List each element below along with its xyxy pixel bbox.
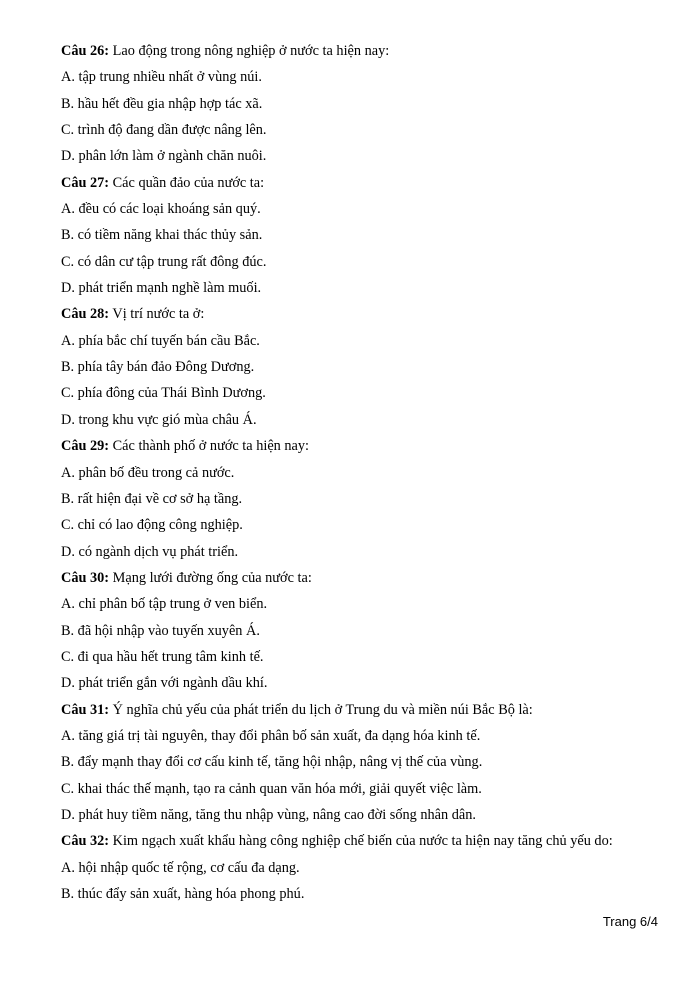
question-29 — [61, 433, 691, 565]
answer-option-b: B. rất hiện đại về cơ sở hạ tầng. — [61, 490, 243, 507]
question-28 — [61, 301, 691, 433]
question-26 — [61, 38, 691, 170]
question-number: Câu 29: — [61, 438, 110, 455]
answer-option-d: D. phát triển mạnh nghề làm muối. — [61, 280, 262, 297]
answer-option-a: A. chỉ phân bố tập trung ở ven biển. — [61, 596, 268, 613]
question-32 — [61, 828, 691, 907]
answer-option-d: D. có ngành dịch vụ phát triển. — [61, 543, 239, 560]
question-text: Ý nghĩa chủ yếu của phát triển du lịch ở Trung du và miền núi Bắc Bộ là: — [109, 701, 533, 718]
answer-option-d: D. phát triển gắn với ngành dầu khí. — [61, 675, 268, 692]
question-stem — [61, 433, 691, 459]
question-30 — [61, 565, 691, 697]
answer-option-a: A. tập trung nhiều nhất ở vùng núi. — [61, 69, 262, 86]
answer-option-b: B. đã hội nhập vào tuyến xuyên Á. — [61, 622, 260, 639]
question-stem — [61, 697, 691, 723]
answer-option-b: B. phía tây bán đảo Đông Dương. — [61, 359, 255, 376]
question-list — [61, 38, 691, 907]
question-stem — [61, 828, 691, 854]
answer-option-a: A. đều có các loại khoáng sản quý. — [61, 201, 261, 218]
question-stem — [61, 38, 691, 64]
question-stem — [61, 170, 691, 196]
question-text: Lao động trong nông nghiệp ở nước ta hiện nay: — [109, 43, 390, 59]
question-27 — [61, 170, 691, 302]
answer-option-d: D. trong khu vực gió mùa châu Á. — [61, 411, 257, 428]
page-number: Trang 6/4 — [602, 914, 658, 929]
question-text: Mạng lưới đường ống của nước ta: — [109, 569, 312, 586]
answer-option-b: B. đẩy mạnh thay đổi cơ cấu kinh tế, tăng hội nhập, nâng vị thế của vùng. — [61, 754, 483, 771]
answer-option-d: D. phát huy tiềm năng, tăng thu nhập vùng, nâng cao đời sống nhân dân. — [61, 806, 476, 823]
answer-option-d: D. phân lớn làm ở ngành chăn nuôi. — [61, 148, 267, 165]
question-number: Câu 32: — [61, 833, 110, 850]
question-stem — [61, 565, 691, 591]
answer-option-b: B. thúc đẩy sản xuất, hàng hóa phong phú. — [61, 886, 305, 902]
answer-option-a: A. hội nhập quốc tế rộng, cơ cấu đa dạng. — [61, 859, 300, 876]
question-number: Câu 27: — [61, 174, 110, 191]
answer-option-a: A. phân bố đều trong cả nước. — [61, 464, 235, 481]
question-number: Câu 26: — [61, 43, 110, 59]
question-number: Câu 28: — [61, 306, 110, 323]
answer-option-b: B. có tiềm năng khai thác thủy sản. — [61, 227, 263, 244]
question-stem — [61, 301, 691, 327]
answer-option-c: C. chỉ có lao động công nghiệp. — [61, 517, 243, 534]
question-number: Câu 31: — [61, 701, 110, 718]
answer-option-c: C. đi qua hầu hết trung tâm kinh tế. — [61, 648, 264, 665]
question-31 — [61, 697, 691, 829]
question-text: Vị trí nước ta ở: — [109, 306, 205, 323]
question-text: Kim ngạch xuất khẩu hàng công nghiệp chế biến của nước ta hiện nay tăng chủ yếu do: — [109, 833, 613, 850]
question-text: Các quần đảo của nước ta: — [109, 174, 265, 191]
question-number: Câu 30: — [61, 569, 110, 586]
answer-option-c: C. khai thác thế mạnh, tạo ra cảnh quan văn hóa mới, giải quyết việc làm. — [61, 780, 482, 797]
answer-option-c: C. trình độ đang dần được nâng lên. — [61, 122, 267, 139]
answer-option-c: C. có dân cư tập trung rất đông đúc. — [61, 253, 267, 270]
answer-option-c: C. phía đông của Thái Bình Dương. — [61, 385, 266, 402]
answer-option-a: A. phía bắc chí tuyến bán cầu Bắc. — [61, 332, 260, 349]
question-text: Các thành phố ở nước ta hiện nay: — [109, 438, 310, 455]
answer-option-b: B. hầu hết đều gia nhập hợp tác xã. — [61, 95, 263, 112]
answer-option-a: A. tăng giá trị tài nguyên, thay đổi phân bố sản xuất, đa dạng hóa kinh tế. — [61, 727, 481, 744]
